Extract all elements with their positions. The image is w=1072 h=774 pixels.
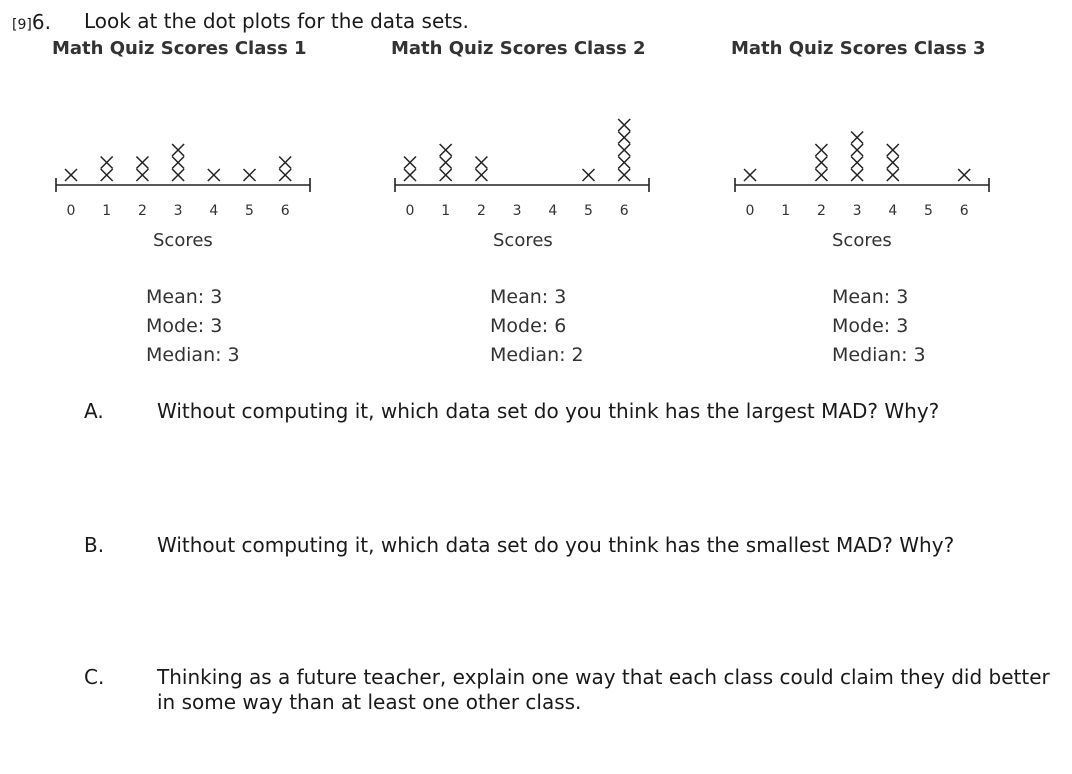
x-mark-6 bbox=[618, 119, 630, 131]
question-number bbox=[12, 10, 51, 34]
mode-text: Mode: 3 bbox=[146, 315, 223, 337]
x-tick-label: 5 bbox=[245, 203, 254, 219]
stats-block bbox=[146, 283, 240, 370]
x-mark-2 bbox=[815, 144, 827, 156]
question-number-text: 6. bbox=[31, 10, 51, 34]
x-mark-2 bbox=[136, 169, 148, 181]
x-mark-0 bbox=[744, 169, 756, 181]
x-mark-3 bbox=[172, 157, 184, 169]
x-mark-5 bbox=[244, 169, 256, 181]
x-mark-2 bbox=[475, 157, 487, 169]
x-axis-label: Scores bbox=[493, 230, 553, 251]
plot-title: Math Quiz Scores Class 3 bbox=[731, 38, 986, 59]
x-mark-1 bbox=[101, 157, 113, 169]
dot-plot-svg bbox=[731, 78, 1011, 228]
x-mark-2 bbox=[815, 157, 827, 169]
x-tick-label: 4 bbox=[548, 203, 558, 219]
x-mark-2 bbox=[136, 157, 148, 169]
x-mark-3 bbox=[172, 169, 184, 181]
x-mark-2 bbox=[475, 169, 487, 181]
x-tick-label: 4 bbox=[209, 203, 219, 219]
x-tick-label: 0 bbox=[405, 203, 415, 219]
median-text: Median: 3 bbox=[146, 344, 240, 366]
x-tick-label: 6 bbox=[619, 203, 629, 219]
x-mark-3 bbox=[851, 157, 863, 169]
x-tick-label: 3 bbox=[852, 203, 862, 219]
part-a-letter: A. bbox=[84, 399, 104, 423]
question-prompt: Look at the dot plots for the data sets. bbox=[84, 9, 469, 33]
x-mark-0 bbox=[65, 169, 77, 181]
x-mark-6 bbox=[618, 157, 630, 169]
part-a-question: Without computing it, which data set do you think has the largest MAD? Why? bbox=[157, 399, 940, 423]
x-mark-6 bbox=[618, 132, 630, 144]
x-tick-label: 6 bbox=[959, 203, 969, 219]
mode-text: Mode: 6 bbox=[490, 315, 567, 337]
dot-plot-class-3 bbox=[731, 38, 1071, 378]
question-tag: [9] bbox=[12, 17, 32, 33]
x-tick-label: 5 bbox=[924, 203, 933, 219]
dot-plot-class-1 bbox=[52, 38, 392, 378]
median-text: Median: 2 bbox=[490, 344, 584, 366]
x-mark-4 bbox=[887, 169, 899, 181]
x-mark-0 bbox=[404, 157, 416, 169]
mode-text: Mode: 3 bbox=[832, 315, 909, 337]
x-mark-6 bbox=[958, 169, 970, 181]
dot-plot-svg bbox=[52, 78, 332, 228]
x-tick-label: 1 bbox=[781, 203, 791, 219]
x-mark-5 bbox=[583, 169, 595, 181]
x-mark-6 bbox=[279, 169, 291, 181]
x-mark-4 bbox=[208, 169, 220, 181]
part-c-letter: C. bbox=[84, 665, 105, 689]
x-mark-1 bbox=[440, 157, 452, 169]
x-mark-1 bbox=[440, 144, 452, 156]
plot-title: Math Quiz Scores Class 1 bbox=[52, 38, 307, 59]
x-mark-1 bbox=[101, 169, 113, 181]
x-mark-3 bbox=[851, 132, 863, 144]
stats-block bbox=[832, 283, 926, 370]
x-mark-3 bbox=[851, 169, 863, 181]
x-tick-label: 5 bbox=[584, 203, 593, 219]
x-tick-label: 1 bbox=[441, 203, 451, 219]
x-tick-label: 2 bbox=[476, 203, 486, 219]
x-tick-label: 6 bbox=[280, 203, 290, 219]
x-mark-0 bbox=[404, 169, 416, 181]
x-tick-label: 1 bbox=[102, 203, 112, 219]
mean-text: Mean: 3 bbox=[146, 286, 223, 308]
x-tick-label: 2 bbox=[816, 203, 826, 219]
part-b-question: Without computing it, which data set do you think has the smallest MAD? Why? bbox=[157, 533, 955, 557]
x-tick-label: 0 bbox=[745, 203, 755, 219]
x-mark-4 bbox=[887, 144, 899, 156]
x-mark-6 bbox=[618, 169, 630, 181]
part-b-letter: B. bbox=[84, 533, 105, 557]
mean-text: Mean: 3 bbox=[832, 286, 909, 308]
x-mark-2 bbox=[815, 169, 827, 181]
dot-plot-class-2 bbox=[391, 38, 731, 378]
x-mark-4 bbox=[887, 157, 899, 169]
part-c-question: Thinking as a future teacher, explain one way that each class could claim they did better in some way than at least one other class. bbox=[157, 665, 1050, 714]
x-tick-label: 2 bbox=[137, 203, 147, 219]
x-tick-label: 0 bbox=[66, 203, 76, 219]
x-tick-label: 3 bbox=[512, 203, 522, 219]
x-tick-label: 4 bbox=[888, 203, 898, 219]
x-axis-label: Scores bbox=[832, 230, 892, 251]
dot-plot-svg bbox=[391, 78, 671, 228]
x-mark-6 bbox=[618, 144, 630, 156]
plot-title: Math Quiz Scores Class 2 bbox=[391, 38, 646, 59]
x-mark-6 bbox=[279, 157, 291, 169]
x-mark-3 bbox=[172, 144, 184, 156]
x-tick-label: 3 bbox=[173, 203, 183, 219]
x-mark-1 bbox=[440, 169, 452, 181]
x-axis-label: Scores bbox=[153, 230, 213, 251]
stats-block bbox=[490, 283, 584, 370]
x-mark-3 bbox=[851, 144, 863, 156]
mean-text: Mean: 3 bbox=[490, 286, 567, 308]
median-text: Median: 3 bbox=[832, 344, 926, 366]
